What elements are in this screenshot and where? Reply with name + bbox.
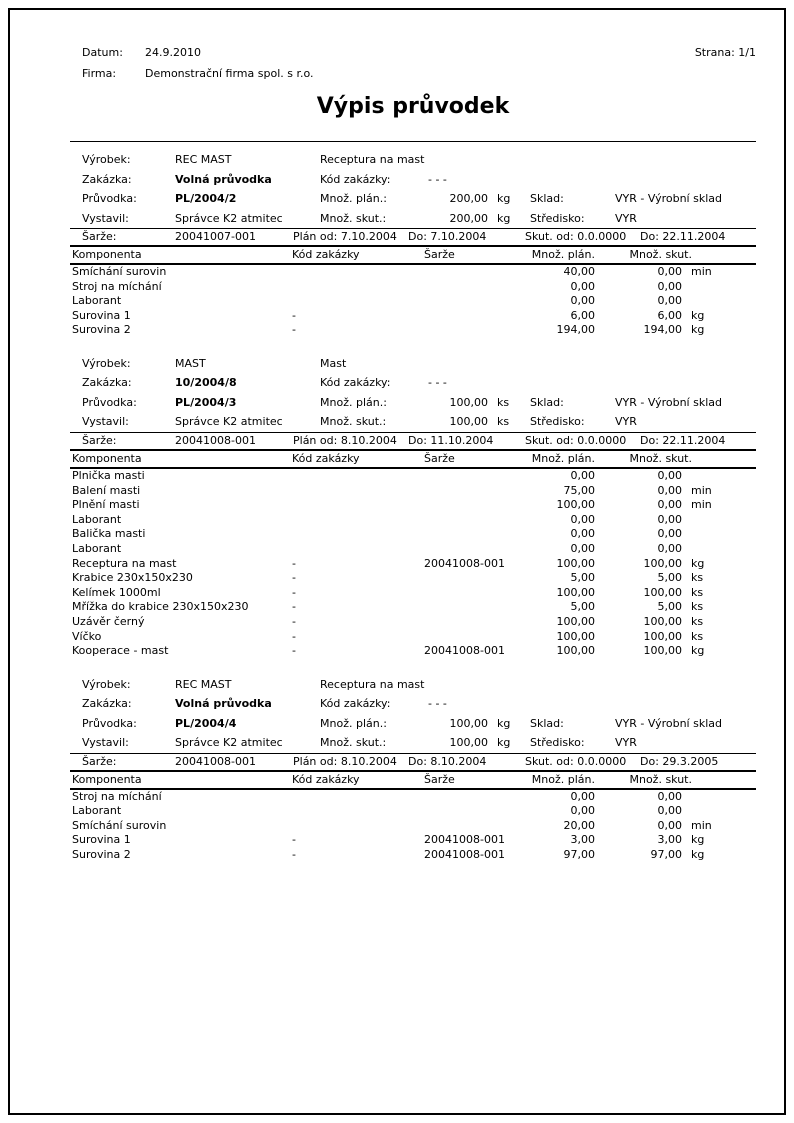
- component-qty-plan: 100,00: [556, 614, 595, 628]
- component-qty-act: 0,00: [657, 804, 682, 818]
- card-value: PL/2004/4: [175, 716, 237, 730]
- qty-act-unit: kg: [497, 736, 511, 750]
- order-code-label: Kód zakázky:: [320, 376, 391, 390]
- issued-by-label: Vystavil:: [82, 736, 129, 750]
- batch-label: Šarže:: [82, 754, 117, 768]
- batch-row: [70, 754, 756, 770]
- actual-to: Do: 22.11.2004: [640, 433, 726, 447]
- component-row: [70, 542, 756, 557]
- component-name: Kelímek 1000ml: [72, 585, 161, 599]
- card-value: PL/2004/3: [175, 395, 237, 409]
- issuer-row: [70, 412, 756, 432]
- plan-to: Do: 7.10.2004: [408, 230, 487, 243]
- component-row: [70, 586, 756, 601]
- component-order-code: -: [292, 556, 296, 570]
- order-row: [70, 694, 756, 714]
- qty-act-value: 100,00: [449, 415, 488, 429]
- product-code: REC MAST: [175, 677, 232, 691]
- component-qty-act: 0,00: [657, 279, 682, 293]
- card-label: Průvodka:: [82, 395, 137, 409]
- col-qty-plan: Množ. plán.: [531, 248, 595, 261]
- component-unit: kg: [691, 323, 705, 337]
- issued-by-label: Vystavil:: [82, 211, 129, 225]
- component-qty-act: 0,00: [657, 789, 682, 803]
- component-row: [70, 571, 756, 586]
- component-row: [70, 513, 756, 528]
- component-unit: kg: [691, 644, 705, 658]
- component-name: Laborant: [72, 512, 122, 526]
- company-value: Demonstrační firma spol. s r.o.: [145, 67, 314, 80]
- product-label: Výrobek:: [82, 677, 131, 691]
- component-rows: [70, 790, 756, 863]
- warehouse-label: Sklad:: [530, 395, 564, 409]
- component-unit: min: [691, 818, 712, 832]
- component-unit: ks: [691, 614, 704, 628]
- component-name: Smíchání surovin: [72, 818, 167, 832]
- order-value: Volná průvodka: [175, 172, 272, 186]
- col-component: Komponenta: [72, 772, 142, 786]
- qty-plan-unit: kg: [497, 716, 511, 730]
- component-order-code: -: [292, 323, 296, 337]
- qty-plan-unit: ks: [497, 395, 510, 409]
- component-qty-act: 0,00: [657, 468, 682, 482]
- component-table-header: [70, 451, 756, 467]
- component-rows: [70, 265, 756, 338]
- cost-centre-label: Středisko:: [530, 415, 585, 429]
- qty-plan-value: 100,00: [449, 395, 488, 409]
- component-row: [70, 848, 756, 863]
- order-block: [70, 675, 756, 863]
- component-row: [70, 498, 756, 513]
- order-label: Zakázka:: [82, 376, 132, 390]
- component-order-code: -: [292, 571, 296, 585]
- component-row: [70, 644, 756, 659]
- component-qty-plan: 0,00: [570, 804, 595, 818]
- order-value: 10/2004/8: [175, 376, 237, 390]
- col-order-code: Kód zakázky: [292, 772, 360, 786]
- batch-row: [70, 433, 756, 449]
- cost-centre-value: VYR: [615, 415, 637, 429]
- qty-act-value: 200,00: [449, 211, 488, 225]
- qty-act-unit: kg: [497, 211, 511, 225]
- component-name: Laborant: [72, 541, 122, 555]
- col-component: Komponenta: [72, 451, 142, 465]
- component-unit: min: [691, 265, 712, 278]
- component-qty-plan: 75,00: [563, 483, 595, 497]
- qty-act-label: Množ. skut.:: [320, 211, 387, 225]
- actual-to: Do: 22.11.2004: [640, 230, 726, 243]
- qty-act-unit: ks: [497, 415, 510, 429]
- warehouse-value: VYR - Výrobní sklad: [615, 395, 722, 409]
- card-row: [70, 393, 756, 413]
- warehouse-label: Sklad:: [530, 192, 564, 205]
- component-qty-act: 0,00: [657, 483, 682, 497]
- component-qty-plan: 5,00: [570, 600, 595, 614]
- component-qty-act: 5,00: [657, 571, 682, 585]
- batch-row: [70, 229, 756, 245]
- qty-plan-unit: kg: [497, 192, 511, 205]
- product-row: [70, 354, 756, 374]
- component-row: [70, 265, 756, 280]
- component-name: Plnička masti: [72, 468, 145, 482]
- component-qty-act: 100,00: [643, 556, 682, 570]
- component-row: [70, 527, 756, 542]
- component-qty-plan: 0,00: [570, 468, 595, 482]
- batch-value: 20041008-001: [175, 754, 256, 768]
- component-qty-plan: 0,00: [570, 294, 595, 308]
- order-code-value: - - -: [428, 376, 447, 390]
- card-label: Průvodka:: [82, 716, 137, 730]
- col-qty-plan: Množ. plán.: [531, 451, 595, 465]
- component-qty-plan: 97,00: [563, 848, 595, 862]
- product-name: Receptura na mast: [320, 677, 425, 691]
- component-row: [70, 557, 756, 572]
- report-title: Výpis průvodek: [316, 94, 510, 119]
- component-row: [70, 469, 756, 484]
- component-qty-act: 100,00: [643, 644, 682, 658]
- component-row: [70, 600, 756, 615]
- component-qty-act: 0,00: [657, 512, 682, 526]
- company-label: Firma:: [82, 67, 117, 80]
- order-row: [70, 373, 756, 393]
- component-qty-plan: 100,00: [556, 498, 595, 512]
- plan-to: Do: 11.10.2004: [408, 433, 494, 447]
- actual-from: Skut. od: 0.0.0000: [525, 230, 627, 243]
- product-name: Mast: [320, 356, 347, 370]
- component-order-code: -: [292, 848, 296, 862]
- date-value: 24.9.2010: [145, 46, 201, 59]
- col-qty-act: Množ. skut.: [629, 772, 692, 786]
- component-name: Balení masti: [72, 483, 141, 497]
- issuer-row: [70, 733, 756, 753]
- plan-to: Do: 8.10.2004: [408, 754, 487, 768]
- component-unit: ks: [691, 585, 704, 599]
- warehouse-value: VYR - Výrobní sklad: [615, 192, 722, 205]
- order-code-label: Kód zakázky:: [320, 172, 391, 186]
- order-code-value: - - -: [428, 172, 447, 186]
- batch-label: Šarže:: [82, 433, 117, 447]
- component-qty-act: 0,00: [657, 527, 682, 541]
- component-row: [70, 833, 756, 848]
- component-name: Víčko: [72, 629, 102, 643]
- col-order-code: Kód zakázky: [292, 451, 360, 465]
- component-unit: ks: [691, 600, 704, 614]
- component-name: Surovina 2: [72, 848, 131, 862]
- component-batch: 20041008-001: [424, 556, 505, 570]
- batch-label: Šarže:: [82, 230, 117, 243]
- component-row: [70, 280, 756, 295]
- component-row: [70, 294, 756, 309]
- component-qty-plan: 100,00: [556, 629, 595, 643]
- card-value: PL/2004/2: [175, 192, 237, 205]
- col-qty-act: Množ. skut.: [629, 248, 692, 261]
- product-label: Výrobek:: [82, 153, 131, 166]
- qty-plan-label: Množ. plán.:: [320, 192, 387, 205]
- component-unit: kg: [691, 848, 705, 862]
- component-name: Stroj na míchání: [72, 789, 162, 803]
- component-order-code: -: [292, 308, 296, 322]
- product-name: Receptura na mast: [320, 153, 425, 166]
- component-name: Balička masti: [72, 527, 146, 541]
- issued-by-label: Vystavil:: [82, 415, 129, 429]
- plan-from: Plán od: 8.10.2004: [293, 754, 397, 768]
- product-label: Výrobek:: [82, 356, 131, 370]
- component-qty-plan: 100,00: [556, 585, 595, 599]
- component-qty-act: 0,00: [657, 818, 682, 832]
- component-qty-plan: 0,00: [570, 789, 595, 803]
- header-date-row: [70, 45, 756, 60]
- component-qty-act: 194,00: [643, 323, 682, 337]
- component-unit: min: [691, 483, 712, 497]
- issued-by-value: Správce K2 atmitec: [175, 736, 283, 750]
- order-code-value: - - -: [428, 697, 447, 711]
- order-row: [70, 170, 756, 190]
- component-name: Uzávěr černý: [72, 614, 145, 628]
- col-order-code: Kód zakázky: [292, 248, 360, 261]
- actual-from: Skut. od: 0.0.0000: [525, 754, 627, 768]
- component-name: Receptura na mast: [72, 556, 177, 570]
- batch-value: 20041008-001: [175, 433, 256, 447]
- component-qty-plan: 3,00: [570, 833, 595, 847]
- actual-to: Do: 29.3.2005: [640, 754, 719, 768]
- qty-plan-value: 100,00: [449, 716, 488, 730]
- order-block: [70, 354, 756, 659]
- component-row: [70, 615, 756, 630]
- component-qty-act: 3,00: [657, 833, 682, 847]
- component-name: Mřížka do krabice 230x150x230: [72, 600, 249, 614]
- col-qty-act: Množ. skut.: [629, 451, 692, 465]
- qty-plan-label: Množ. plán.:: [320, 716, 387, 730]
- issued-by-value: Správce K2 atmitec: [175, 211, 283, 225]
- component-order-code: -: [292, 600, 296, 614]
- component-order-code: -: [292, 585, 296, 599]
- card-row: [70, 714, 756, 734]
- product-row: [70, 675, 756, 695]
- component-name: Surovina 1: [72, 308, 131, 322]
- component-name: Krabice 230x150x230: [72, 571, 193, 585]
- product-code: REC MAST: [175, 153, 232, 166]
- component-qty-plan: 20,00: [563, 818, 595, 832]
- component-unit: kg: [691, 833, 705, 847]
- plan-from: Plán od: 7.10.2004: [293, 230, 397, 243]
- component-qty-plan: 194,00: [556, 323, 595, 337]
- component-row: [70, 630, 756, 645]
- component-name: Plnění masti: [72, 498, 140, 512]
- title-rule: [70, 141, 756, 142]
- page-number: Strana: 1/1: [694, 46, 756, 59]
- card-row: [70, 189, 756, 209]
- component-name: Surovina 2: [72, 323, 131, 337]
- cost-centre-value: VYR: [615, 211, 637, 225]
- component-qty-plan: 0,00: [570, 279, 595, 293]
- component-row: [70, 323, 756, 338]
- qty-plan-label: Množ. plán.:: [320, 395, 387, 409]
- component-order-code: -: [292, 644, 296, 658]
- component-row: [70, 804, 756, 819]
- component-qty-act: 0,00: [657, 541, 682, 555]
- batch-value: 20041007-001: [175, 230, 256, 243]
- warehouse-label: Sklad:: [530, 716, 564, 730]
- component-qty-plan: 5,00: [570, 571, 595, 585]
- order-code-label: Kód zakázky:: [320, 697, 391, 711]
- issued-by-value: Správce K2 atmitec: [175, 415, 283, 429]
- cost-centre-label: Středisko:: [530, 736, 585, 750]
- component-row: [70, 309, 756, 324]
- component-qty-plan: 6,00: [570, 308, 595, 322]
- card-label: Průvodka:: [82, 192, 137, 205]
- qty-act-label: Množ. skut.:: [320, 415, 387, 429]
- component-qty-act: 0,00: [657, 294, 682, 308]
- component-name: Smíchání surovin: [72, 265, 167, 278]
- component-rows: [70, 469, 756, 659]
- component-qty-plan: 100,00: [556, 644, 595, 658]
- component-row: [70, 484, 756, 499]
- date-label: Datum:: [82, 46, 123, 59]
- component-order-code: -: [292, 629, 296, 643]
- component-qty-act: 100,00: [643, 614, 682, 628]
- component-order-code: -: [292, 614, 296, 628]
- component-unit: ks: [691, 629, 704, 643]
- component-qty-act: 100,00: [643, 629, 682, 643]
- component-unit: ks: [691, 571, 704, 585]
- component-batch: 20041008-001: [424, 848, 505, 862]
- header-company-row: [70, 66, 756, 81]
- col-qty-plan: Množ. plán.: [531, 772, 595, 786]
- component-qty-plan: 0,00: [570, 527, 595, 541]
- col-component: Komponenta: [72, 248, 142, 261]
- component-row: [70, 790, 756, 805]
- warehouse-value: VYR - Výrobní sklad: [615, 716, 722, 730]
- component-qty-act: 100,00: [643, 585, 682, 599]
- component-qty-plan: 40,00: [563, 265, 595, 278]
- component-name: Laborant: [72, 804, 122, 818]
- component-table-header: [70, 247, 756, 263]
- plan-from: Plán od: 8.10.2004: [293, 433, 397, 447]
- component-qty-act: 97,00: [650, 848, 682, 862]
- component-batch: 20041008-001: [424, 644, 505, 658]
- qty-plan-value: 200,00: [449, 192, 488, 205]
- actual-from: Skut. od: 0.0.0000: [525, 433, 627, 447]
- component-unit: min: [691, 498, 712, 512]
- col-batch: Šarže: [424, 451, 455, 465]
- product-code: MAST: [175, 356, 206, 370]
- qty-act-label: Množ. skut.:: [320, 736, 387, 750]
- blocks: [70, 150, 756, 863]
- order-block: [70, 150, 756, 338]
- component-name: Surovina 1: [72, 833, 131, 847]
- component-name: Laborant: [72, 294, 122, 308]
- component-qty-plan: 0,00: [570, 512, 595, 526]
- qty-act-value: 100,00: [449, 736, 488, 750]
- component-qty-plan: 100,00: [556, 556, 595, 570]
- issuer-row: [70, 209, 756, 229]
- order-value: Volná průvodka: [175, 697, 272, 711]
- cost-centre-value: VYR: [615, 736, 637, 750]
- component-table-header: [70, 772, 756, 788]
- col-batch: Šarže: [424, 772, 455, 786]
- component-qty-act: 5,00: [657, 600, 682, 614]
- component-qty-act: 0,00: [657, 265, 682, 278]
- component-qty-act: 6,00: [657, 308, 682, 322]
- order-label: Zakázka:: [82, 172, 132, 186]
- component-qty-plan: 0,00: [570, 541, 595, 555]
- component-unit: kg: [691, 556, 705, 570]
- component-batch: 20041008-001: [424, 833, 505, 847]
- component-qty-act: 0,00: [657, 498, 682, 512]
- component-name: Stroj na míchání: [72, 279, 162, 293]
- cost-centre-label: Středisko:: [530, 211, 585, 225]
- order-label: Zakázka:: [82, 697, 132, 711]
- component-unit: kg: [691, 308, 705, 322]
- component-name: Kooperace - mast: [72, 644, 169, 658]
- component-order-code: -: [292, 833, 296, 847]
- col-batch: Šarže: [424, 248, 455, 261]
- component-row: [70, 819, 756, 834]
- product-row: [70, 150, 756, 170]
